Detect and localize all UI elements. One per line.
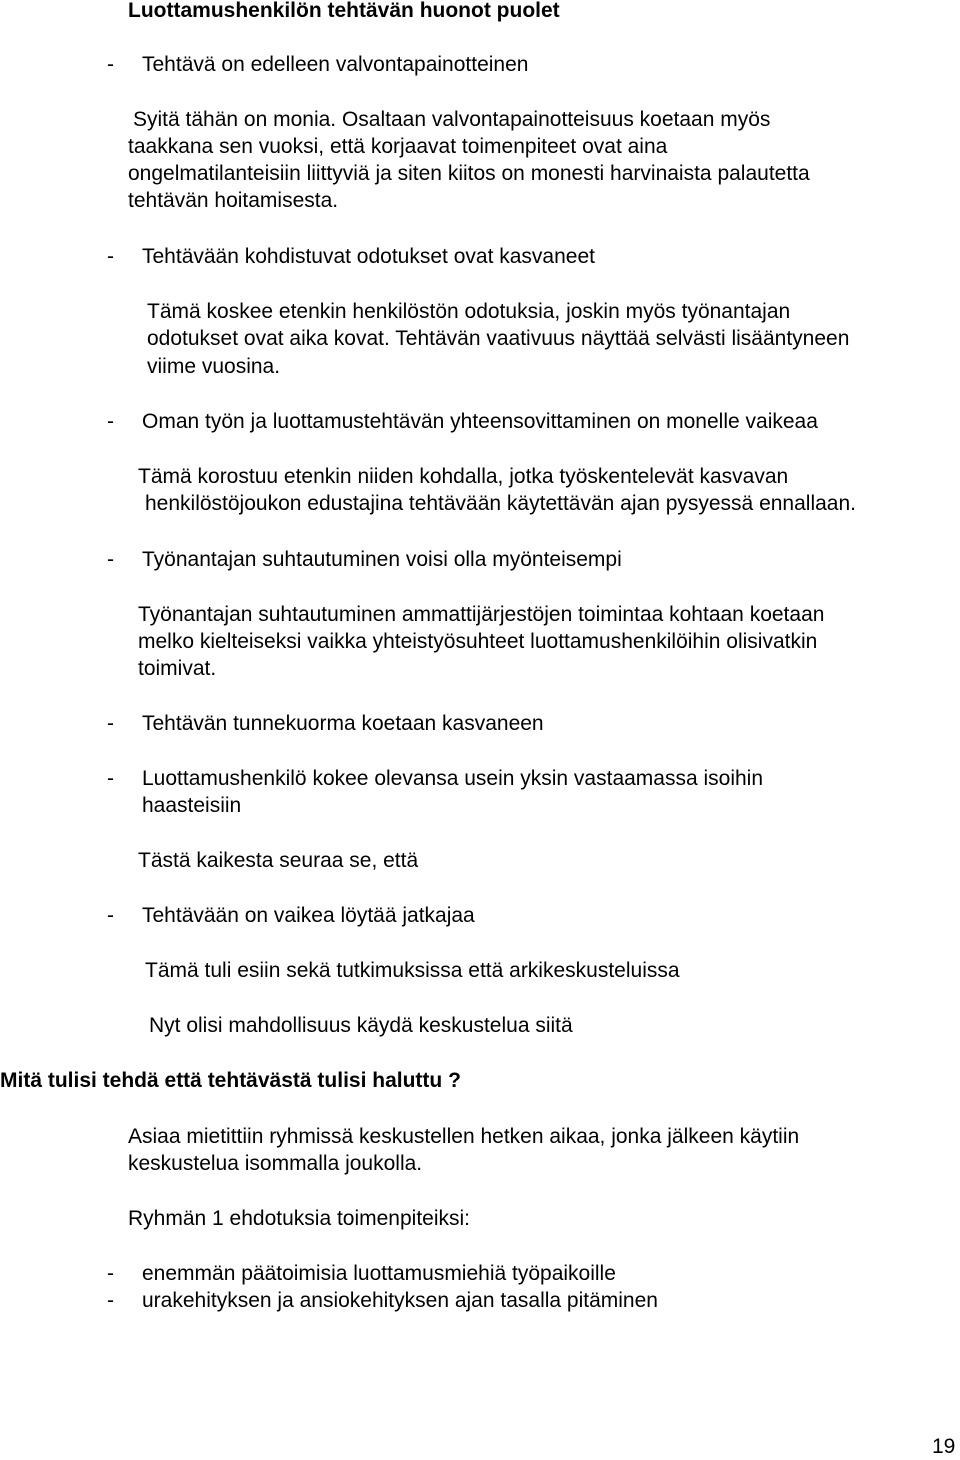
paragraph-line: henkilöstöjoukon edustajina tehtävään käytettävän ajan pysyessä ennallaan. xyxy=(145,492,856,515)
list-item: urakehityksen ja ansiokehityksen ajan tasalla pitäminen xyxy=(142,1289,658,1312)
item-title: Tehtävä on edelleen valvontapainotteinen xyxy=(142,53,529,76)
paragraph-line: ongelmatilanteisiin liittyviä ja siten kiitos on monesti harvinaista palautetta xyxy=(128,162,810,185)
item-title: haasteisiin xyxy=(142,794,242,817)
item-title: Luottamushenkilö kokee olevansa usein yksin vastaamassa isoihin xyxy=(142,767,764,790)
dash-bullet: - xyxy=(107,548,114,571)
item-title: Oman työn ja luottamustehtävän yhteensovittaminen on monelle vaikeaa xyxy=(142,410,818,433)
paragraph-line: Asiaa mietittiin ryhmissä keskustellen hetken aikaa, jonka jälkeen käytiin xyxy=(128,1125,800,1148)
paragraph-line: Tästä kaikesta seuraa se, että xyxy=(138,849,419,872)
group-title: Ryhmän 1 ehdotuksia toimenpiteiksi: xyxy=(128,1207,471,1230)
section-heading: Luottamushenkilön tehtävän huonot puolet xyxy=(128,0,560,22)
dash-bullet: - xyxy=(107,712,114,735)
paragraph-line: toimivat. xyxy=(138,657,217,680)
paragraph-line: Työnantajan suhtautuminen ammattijärjestöjen toimintaa kohtaan koetaan xyxy=(138,603,825,626)
paragraph-line: Tämä tuli esiin sekä tutkimuksissa että arkikeskusteluissa xyxy=(145,959,680,982)
item-title: Tehtävään kohdistuvat odotukset ovat kasvaneet xyxy=(142,245,595,268)
dash-bullet: - xyxy=(107,904,114,927)
paragraph-line: tehtävän hoitamisesta. xyxy=(128,189,339,212)
item-title: Tehtävän tunnekuorma koetaan kasvaneen xyxy=(142,712,544,735)
paragraph-line: Nyt olisi mahdollisuus käydä keskustelua siitä xyxy=(149,1014,573,1037)
paragraph-line: Tämä korostuu etenkin niiden kohdalla, jotka työskentelevät kasvavan xyxy=(138,465,789,488)
item-title: Työnantajan suhtautuminen voisi olla myönteisempi xyxy=(142,548,622,571)
section-heading: Mitä tulisi tehdä että tehtävästä tulisi haluttu ? xyxy=(0,1069,461,1092)
paragraph-line: Tämä koskee etenkin henkilöstön odotuksia, joskin myös työnantajan xyxy=(147,300,791,323)
dash-bullet: - xyxy=(107,410,114,433)
paragraph-line: melko kielteiseksi vaikka yhteistyösuhteet luottamushenkilöihin olisivatkin xyxy=(138,630,818,653)
page-number: 19 xyxy=(932,1435,956,1458)
item-title: Tehtävään on vaikea löytää jatkajaa xyxy=(142,904,475,927)
paragraph-line: Syitä tähän on monia. Osaltaan valvontapainotteisuus koetaan myös xyxy=(133,108,771,131)
paragraph-line: keskustelua isommalla joukolla. xyxy=(128,1152,423,1175)
dash-bullet: - xyxy=(107,767,114,790)
dash-bullet: - xyxy=(107,53,114,76)
dash-bullet: - xyxy=(107,1262,114,1285)
dash-bullet: - xyxy=(107,245,114,268)
paragraph-line: odotukset ovat aika kovat. Tehtävän vaativuus näyttää selvästi lisääntyneen xyxy=(147,327,850,350)
paragraph-line: viime vuosina. xyxy=(147,355,281,378)
paragraph-line: taakkana sen vuoksi, että korjaavat toimenpiteet ovat aina xyxy=(128,135,668,158)
list-item: enemmän päätoimisia luottamusmiehiä työpaikoille xyxy=(142,1262,616,1285)
dash-bullet: - xyxy=(107,1289,114,1312)
